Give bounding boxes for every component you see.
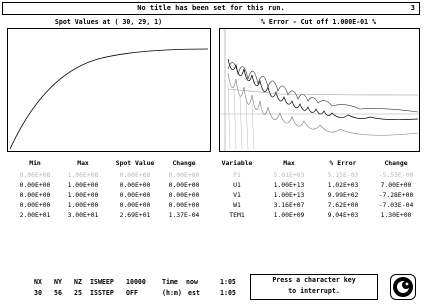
table-row [0,200,424,210]
table-cell: 1.00E+00 [67,181,99,189]
table-cell: 0.00E+00 [19,201,51,209]
header-change: Change [172,159,196,167]
hm-label: (h:m) [162,289,182,297]
spot-values-chart [8,29,210,151]
table-cell: 5.15E-03 [327,171,359,179]
error-panel-title: % Error - Cut off 1.000E-01 % [260,18,377,26]
table-cell: 1.00E+00 [67,191,99,199]
table-cell: TEM1 [229,211,245,219]
table-cell: 3.00E+01 [67,211,99,219]
label-ny: NY [54,278,62,286]
variables-table [0,158,424,220]
interrupt-line-2: to interrupt. [288,287,340,295]
label-nz: NZ [74,278,82,286]
table-cell: 0.00E+00 [19,181,51,189]
header-max: Max [77,159,89,167]
ny-value: 56 [54,289,62,297]
header-variable: Variable [221,159,253,167]
table-cell: 5.01E+03 [273,171,305,179]
run-title: No title has been set for this run. [137,4,285,12]
table-header-row [0,158,424,168]
est-value: 1:05 [220,289,236,297]
table-cell: 0.00E+00 [119,171,151,179]
spot-value-curve [10,49,208,149]
table-cell: 1.00E+13 [273,181,305,189]
table-cell: 9.04E+03 [327,211,359,219]
nx-value: 30 [34,289,42,297]
table-cell: 7.00E+00 [380,181,412,189]
nz-value: 25 [74,289,82,297]
header-var-max: Max [283,159,295,167]
table-cell: 0.00E+00 [19,171,51,179]
table-row [0,170,424,180]
error-series-3 [228,73,418,135]
table-cell: V1 [233,191,241,199]
interrupt-message-box [250,274,378,300]
table-cell: 7.62E+00 [327,201,359,209]
header-var-change: Change [384,159,408,167]
error-plot [219,28,420,152]
table-cell: 0.00E+00 [168,181,200,189]
table-cell: 0.00E+00 [119,191,151,199]
table-cell: -7.28E+00 [378,191,414,199]
table-cell: 1.00E+00 [67,201,99,209]
spot-values-title: Spot Values at ( 30, 29, 1) [54,18,163,26]
header-spot-value: Spot Value [115,159,155,167]
error-chart [220,29,419,151]
table-cell: 1.37E-04 [168,211,200,219]
table-cell: -5.53E-00 [378,171,414,179]
now-label: now [186,278,198,286]
title-bar [2,2,420,15]
label-isweep: ISWEEP [90,278,114,286]
table-row [0,190,424,200]
phoenics-logo-icon [390,274,416,300]
isstep-value: OFF [126,289,138,297]
est-label: est [188,289,200,297]
logo-mark [391,275,415,299]
table-cell: U1 [233,181,241,189]
table-cell: 1.00E+09 [273,211,305,219]
header-min: Min [29,159,41,167]
spot-values-plot [7,28,211,152]
table-cell: 1.30E+00 [380,211,412,219]
table-cell: W1 [233,201,241,209]
table-cell: 1.00E+00 [67,171,99,179]
table-cell: 0.00E+00 [168,201,200,209]
table-cell: 0.00E+00 [19,191,51,199]
table-cell: 1.02E+03 [327,181,359,189]
run-status-area [0,278,260,300]
isweep-value: 10000 [126,278,146,286]
table-cell: 0.00E+00 [168,191,200,199]
table-cell: 9.99E+02 [327,191,359,199]
now-value: 1:05 [220,278,236,286]
table-cell: 0.00E+00 [168,171,200,179]
table-cell: 1.00E+13 [273,191,305,199]
table-row [0,180,424,190]
interrupt-line-1: Press a character key [272,276,356,284]
run-number: 3 [410,4,415,12]
label-isstep: ISSTEP [90,289,114,297]
table-cell: 3.16E+07 [273,201,305,209]
error-series-4 [228,84,254,150]
table-cell: 2.69E+01 [119,211,151,219]
header-error: % Error [329,159,357,167]
table-cell: 0.00E+00 [119,181,151,189]
error-series-5 [228,89,418,95]
table-cell: -7.03E-04 [378,201,414,209]
table-cell: 0.00E+00 [119,201,151,209]
table-cell: 2.00E+01 [19,211,51,219]
label-nx: NX [34,278,42,286]
table-cell: P1 [233,171,241,179]
time-label: Time [162,278,178,286]
table-row [0,210,424,220]
error-series-1 [228,59,418,120]
error-series-2 [228,63,418,112]
